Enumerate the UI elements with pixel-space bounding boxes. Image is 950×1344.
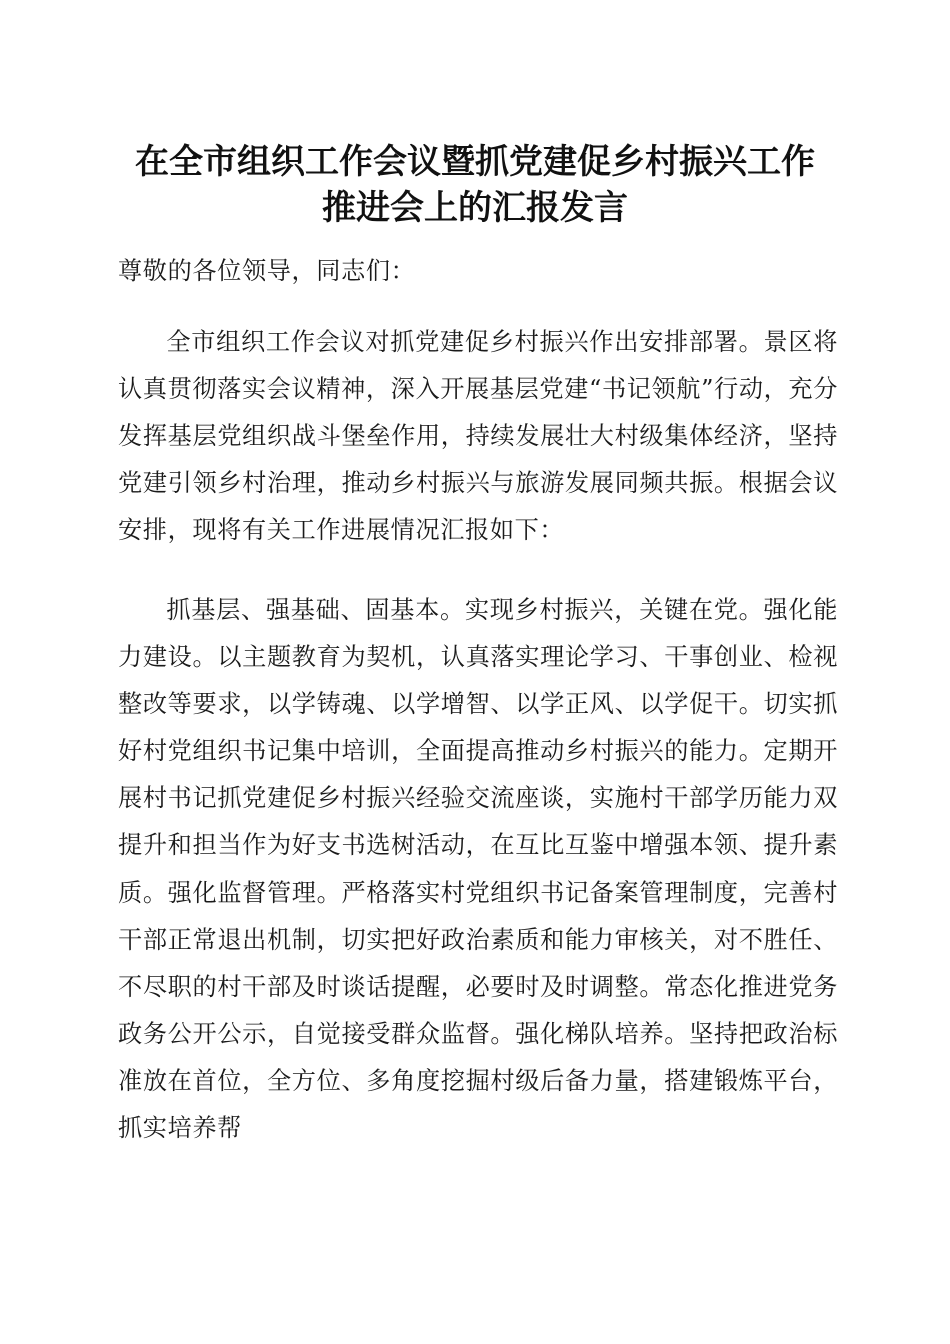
salutation: 尊敬的各位领导，同志们： [118,257,416,285]
paragraph-intro: 全市组织工作会议对抓党建促乡村振兴作出安排部署。景区将认真贯彻落实会议精神，深入开展基层党建“书记领航”行动，充分发挥基层党组织战斗堡垒作用，持续发展壮大村级集体经济，坚持党建引领乡村治理，推动乡村振兴与旅游发展同频共振。根据会议安排，现将有关工作进展情况汇报如下： [118,328,838,545]
paragraph-grassroots: 抓基层、强基础、固基本。实现乡村振兴，关键在党。强化能力建设。以主题教育为契机，认真落实理论学习、干事创业、检视整改等要求，以学铸魂、以学增智、以学正风、以学促干。切实抓好村党组织书记集中培训，全面提高推动乡村振兴的能力。定期开展村书记抓党建促乡村振兴经验交流座谈，实施村干部学历能力双提升和担当作为好支书选树活动，在互比互鉴中增强本领、提升素质。强化监督管理。严格落实村党组织书记备案管理制度，完善村干部正常退出机制，切实把好政治素质和能力审核关，对不胜任、不尽职的村干部及时谈话提醒，必要时及时调整。常态化推进党务政务公开公示，自觉接受群众监督。强化梯队培养。坚持把政治标准放在首位，全方位、多角度挖掘村级后备力量，搭建锻炼平台，抓实培养帮 [118,596,838,1143]
document-title-line-1: 在全市组织工作会议暨抓党建促乡村振兴工作 [135,142,815,182]
document-title-line-2: 推进会上的汇报发言 [322,188,628,228]
